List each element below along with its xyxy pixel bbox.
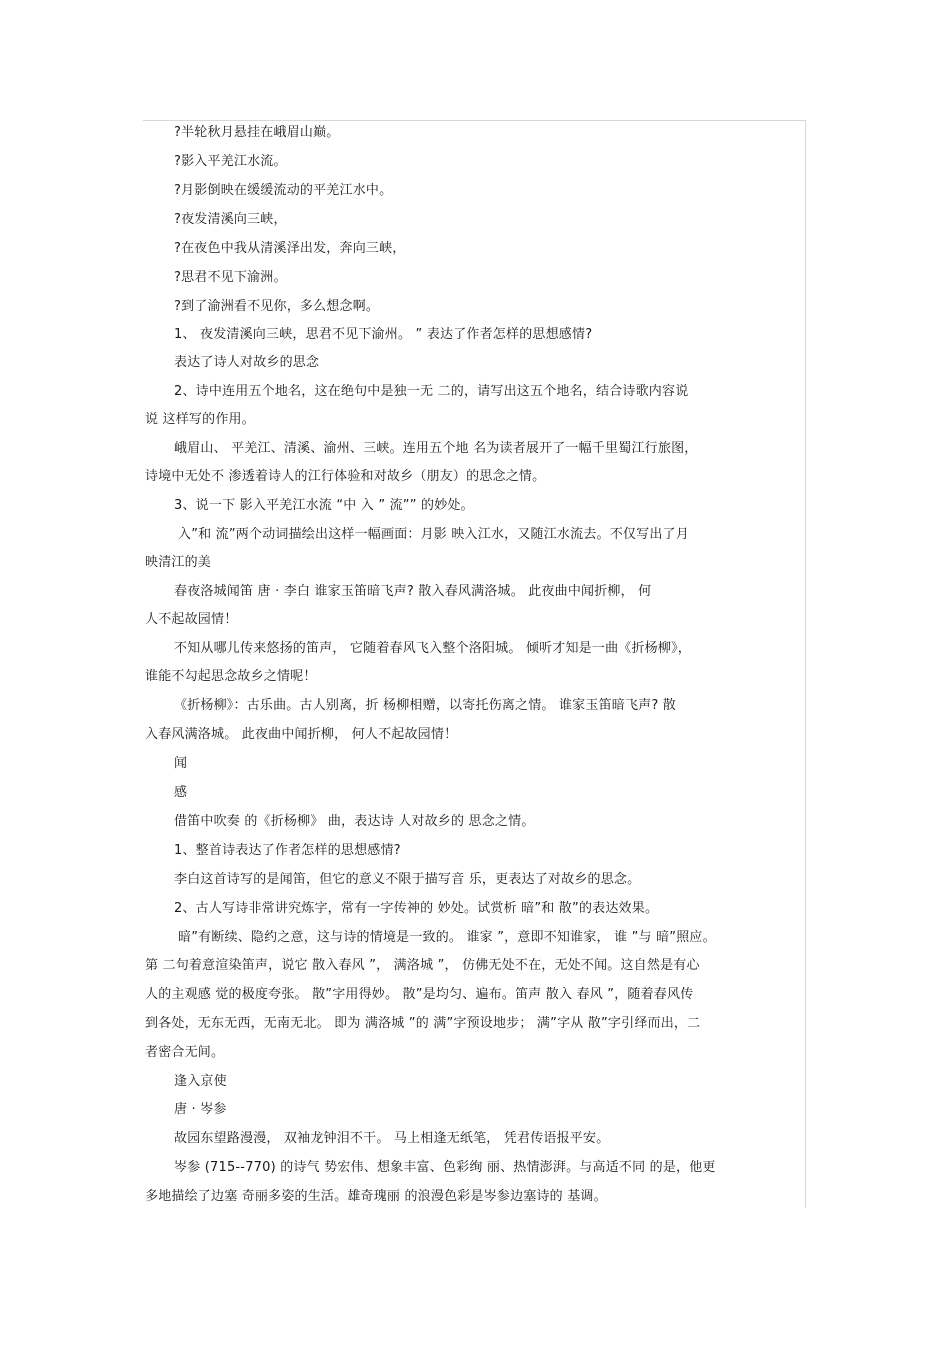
question-heading: 1、整首诗表达了作者怎样的思想感情? <box>174 843 401 858</box>
poem-line: 春夜洛城闻笛 唐 · 李白 谁家玉笛暗飞声? 散入春风满洛城。 此夜曲中闻折柳， 何 <box>174 584 652 599</box>
text-line: 闻 <box>174 756 188 771</box>
question-heading: 1、 夜发清溪向三峡，思君不见下渝州。 ” 表达了作者怎样的思想感情? <box>174 327 593 342</box>
text-line: 第 二句着意渲染笛声，说它 散入春风 ”， 满洛城 ”， 仿佛无处不在，无处不闻。这自然是有心 <box>145 958 700 973</box>
text-line: 说 这样写的作用。 <box>145 412 255 427</box>
text-line: 《折杨柳》：古乐曲。古人别离，折 杨柳相赠，以寄托伤离之情。 谁家玉笛暗飞声? 散 <box>174 698 676 713</box>
text-line: 者密合无间。 <box>145 1045 225 1060</box>
answer-text: 李白这首诗写的是闻笛，但它的意义不限于描写音 乐，更表达了对故乡的思念。 <box>174 872 641 887</box>
text-line: 借笛中吹奏 的《折杨柳》 曲，表达诗 人对故乡的 思念之情。 <box>174 814 535 829</box>
text-line: 人的主观感 觉的极度夸张。 散”字用得妙。 散”是均匀、遍布。笛声 散入 春风 ”，随着春风传 <box>145 987 694 1002</box>
question-heading: 2、诗中连用五个地名，这在绝句中是独一无 二的，请写出这五个地名，结合诗歌内容说 <box>174 384 689 399</box>
text-line: ?思君不见下渝洲。 <box>174 270 287 285</box>
poem-author: 唐 · 岑参 <box>174 1102 227 1117</box>
text-line: 人不起故园情！ <box>145 612 238 627</box>
question-heading: 3、说一下 影入平羌江水流 “中 入 ” 流”” 的妙处。 <box>174 498 474 513</box>
text-line: 谁能不勾起思念故乡之情呢！ <box>145 669 317 684</box>
text-line: ?夜发清溪向三峡， <box>174 212 287 227</box>
text-line: 不知从哪儿传来悠扬的笛声， 它随着春风飞入整个洛阳城。 倾听才知是一曲《折杨柳》， <box>174 641 691 656</box>
text-line: ?月影倒映在缓缓流动的平羌江水中。 <box>174 183 393 198</box>
text-line: 岑参 (715--770) 的诗气 势宏伟、想象丰富、色彩绚 丽、热情澎湃。与高适不同 的是，他更 <box>174 1160 716 1175</box>
answer-text: 峨眉山、 平羌江、清溪、渝州、三峡。连用五个地 名为读者展开了一幅千里蜀江行旅图， <box>174 441 698 456</box>
poem-line: 故园东望路漫漫， 双袖龙钟泪不干。 马上相逢无纸笔， 凭君传语报平安。 <box>174 1131 610 1146</box>
answer-text: 暗”有断续、隐约之意，这与诗的情境是一致的。 谁家 ”，意即不知谁家， 谁 ”与 暗”照应。 <box>178 930 716 945</box>
text-line: ?半轮秋月悬挂在峨眉山巅。 <box>174 125 340 140</box>
text-line: ?到了渝洲看不见你，多么想念啊。 <box>174 299 380 314</box>
text-line: ?影入平羌江水流。 <box>174 154 287 169</box>
text-line: 多地描绘了边塞 奇丽多姿的生活。雄奇瑰丽 的浪漫色彩是岑参边塞诗的 基调。 <box>145 1189 607 1204</box>
answer-text: 表达了诗人对故乡的思念 <box>174 355 320 370</box>
question-heading: 2、古人写诗非常讲究炼字，常有一字传神的 妙处。试赏析 暗”和 散”的表达效果。 <box>174 901 659 916</box>
text-line: 映清江的美 <box>145 555 212 570</box>
answer-text: 入”和 流”两个动词描绘出这样一幅画面：月影 映入江水，又随江水流去。不仅写出了月 <box>178 527 689 542</box>
poem-title: 逢入京使 <box>174 1074 227 1089</box>
text-line: 到各处，无东无西，无南无北。 即为 满洛城 ”的 满”字预设地步； 满”字从 散”字引绎而出，二 <box>145 1016 701 1031</box>
text-line: 诗境中无处不 渗透着诗人的江行体验和对故乡（朋友）的思念之情。 <box>145 469 546 484</box>
text-line: 感 <box>174 785 188 800</box>
text-line: 入春风满洛城。 此夜曲中闻折柳， 何人不起故园情！ <box>145 727 458 742</box>
text-line: ?在夜色中我从清溪泽出发，奔向三峡， <box>174 241 406 256</box>
